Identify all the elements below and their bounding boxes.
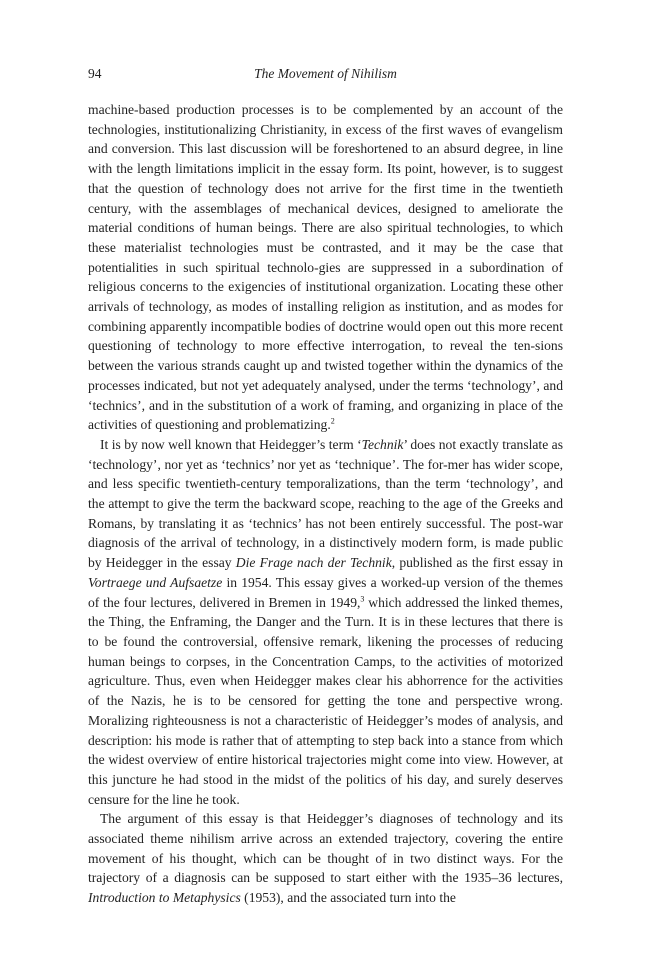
paragraph [88, 100, 563, 435]
body-text [88, 100, 563, 908]
italic-title: Die Frage nach der Technik [235, 555, 392, 571]
text-run: The argument of this essay is that Heidegger’s diagnoses of technology and its associated theme nihilism arrive across an extended trajectory, covering the entire movement of his thought, which can be thought of in two distinct ways. For the trajectory of a diagnosis can be supposed to start either with the 1935–36 lectures, [88, 811, 563, 886]
running-head: The Movement of Nihilism [254, 66, 397, 81]
text-run: which addressed the linked themes, the Thing, the Enframing, the Danger and the Turn. It is in these lectures that there is to be found the controversial, offensive remark, likening the processes of reducing human beings to corpses, in the Concentration Camps, to the activities of motorized agriculture. Thus, even when Heidegger makes clear his abhorrence for the activities of the Nazis, he is to be censored for getting the tone and perspective wrong. Moralizing righteousness is not a characteristic of Heidegger’s modes of analysis, and description: his mode is rather that of attempting to step back into a stance from which the widest overview of entire historical trajectories might come into view. However, at this juncture he had stood in the midst of the politics of his day, and surely deserves censure for the line he took. [88, 594, 563, 807]
text-run: It is by now well known that Heidegger’s term ‘ [100, 436, 362, 452]
page-number: 94 [88, 66, 102, 81]
text-run: ’ does not exactly translate as ‘technology’, nor yet as ‘technics’ nor yet as ‘technique’. The for-mer has wider scope, and less specific twentieth-century temporalizations, than the term ‘technology’, and the attempt to give the term the backward scope, reaching to the age of the Greeks and Romans, by translating it as ‘technics’ has not been entirely successful. The post-war diagnosis of the arrival of technology, in a distinctively modern form, is made public by Heidegger in the essay [88, 436, 563, 571]
text-run: , published as the first essay in [391, 555, 564, 571]
text-run: machine-based production processes is to be complemented by an account of the technologies, institutionalizing Christianity, in excess of the first waves of evangelism and conversion. This last discussion will be foreshortened to an absurd degree, in line with the length limitations implicit in the essay form. Its point, however, is to suggest that the question of technology does not arrive for the first time in the twentieth century, with the assemblages of mechanical devices, designed to ameliorate the material conditions of human beings. There are also spiritual technologies, to which these materialist technologies must be contrasted, and it may be the case that potentialities in such spiritual technolo-gies are suppressed in a subordination of religious concerns to the exigencies of institutional organization. Locating these other arrivals of technology, as modes of installing religion as institution, and as modes for combining apparently incompatible bodies of doctrine would open out this more recent questioning of technology to more effective interrogation, to reveal the ten-sions between the various strands caught up and twisted together within the dynamics of the processes indicated, but not yet adequately analysed, under the terms ‘technology’, and ‘technics’, and in the substitution of a work of framing, and organizing in place of the activities of questioning and problematizing. [88, 102, 563, 433]
italic-title: Technik [361, 436, 404, 452]
italic-title: Introduction to Metaphysics [88, 890, 241, 906]
text-run: (1953), and the associated turn into the [240, 890, 456, 906]
text-run: in 1954. This essay gives a worked-up version of the themes of the four lectures, delivered in Bremen in 1949, [88, 574, 563, 610]
italic-title: Vortraege und Aufsaetze [88, 574, 223, 590]
footnote-ref: 2 [330, 416, 335, 426]
footnote-ref: 3 [360, 594, 365, 604]
paragraph [88, 809, 563, 908]
paragraph [88, 435, 563, 809]
page-header [88, 66, 563, 86]
